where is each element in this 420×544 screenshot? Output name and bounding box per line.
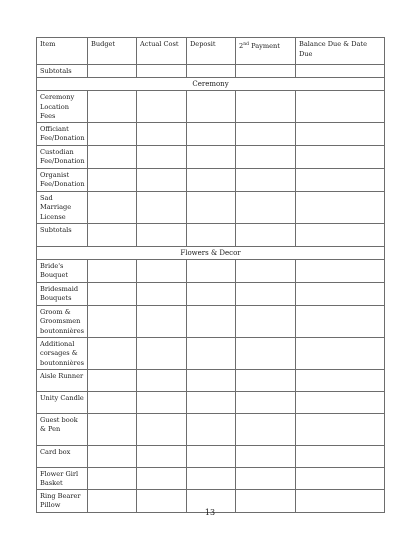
- actual-cost-cell[interactable]: [137, 445, 187, 467]
- balance-due-cell[interactable]: [296, 191, 385, 223]
- budget-cell[interactable]: [88, 305, 137, 337]
- header-actual-cost: Actual Cost: [137, 38, 187, 65]
- balance-due-cell[interactable]: [296, 145, 385, 168]
- item-label: Custodian Fee/Donation: [37, 145, 88, 168]
- second-payment-cell[interactable]: [236, 369, 296, 391]
- item-label: Officiant Fee/Donation: [37, 122, 88, 145]
- table-row: [37, 282, 385, 305]
- deposit-cell[interactable]: [187, 91, 236, 123]
- budget-cell[interactable]: [88, 282, 137, 305]
- deposit-cell[interactable]: [187, 223, 236, 246]
- balance-due-cell[interactable]: [296, 467, 385, 489]
- item-label: Organist Fee/Donation: [37, 168, 88, 191]
- balance-due-cell[interactable]: [296, 65, 385, 78]
- header-second-payment-number: 2: [239, 42, 244, 51]
- budget-cell[interactable]: [88, 445, 137, 467]
- balance-due-cell[interactable]: [296, 223, 385, 246]
- budget-cell[interactable]: [88, 259, 137, 282]
- deposit-cell[interactable]: [187, 145, 236, 168]
- second-payment-cell[interactable]: [236, 122, 296, 145]
- table-row: [37, 168, 385, 191]
- item-label: Card box: [37, 445, 88, 467]
- page-number: 13: [204, 508, 216, 517]
- second-payment-cell[interactable]: [236, 467, 296, 489]
- table-row: [37, 305, 385, 337]
- second-payment-cell[interactable]: [236, 91, 296, 123]
- actual-cost-cell[interactable]: [137, 369, 187, 391]
- wedding-budget-table: [36, 37, 385, 513]
- second-payment-cell[interactable]: [236, 391, 296, 413]
- actual-cost-cell[interactable]: [137, 391, 187, 413]
- balance-due-cell[interactable]: [296, 282, 385, 305]
- deposit-cell[interactable]: [187, 305, 236, 337]
- second-payment-cell[interactable]: [236, 168, 296, 191]
- item-label: Bridesmaid Bouquets: [37, 282, 88, 305]
- deposit-cell[interactable]: [187, 191, 236, 223]
- item-label: Groom & Groomsmen boutonnières: [37, 305, 88, 337]
- header-second-payment: [236, 38, 296, 65]
- section-title: Flowers & Decor: [37, 246, 385, 259]
- budget-cell[interactable]: [88, 413, 137, 445]
- table-row: [37, 65, 385, 78]
- table-row: [37, 467, 385, 489]
- second-payment-cell[interactable]: [236, 65, 296, 78]
- balance-due-cell[interactable]: [296, 337, 385, 369]
- balance-due-cell[interactable]: [296, 91, 385, 123]
- balance-due-cell[interactable]: [296, 168, 385, 191]
- actual-cost-cell[interactable]: [137, 91, 187, 123]
- deposit-cell[interactable]: [187, 282, 236, 305]
- deposit-cell[interactable]: [187, 122, 236, 145]
- balance-due-cell[interactable]: [296, 369, 385, 391]
- second-payment-cell[interactable]: [236, 191, 296, 223]
- item-label: Ring Bearer Pillow: [37, 489, 88, 512]
- table-row: [37, 369, 385, 391]
- header-balance-due: Balance Due & Date Due: [296, 38, 385, 65]
- second-payment-cell[interactable]: [236, 223, 296, 246]
- actual-cost-cell[interactable]: [137, 168, 187, 191]
- deposit-cell[interactable]: [187, 391, 236, 413]
- second-payment-cell[interactable]: [236, 305, 296, 337]
- table-row: [37, 191, 385, 223]
- actual-cost-cell[interactable]: [137, 145, 187, 168]
- deposit-cell[interactable]: [187, 259, 236, 282]
- item-label: Flower Girl Basket: [37, 467, 88, 489]
- budget-cell[interactable]: [88, 145, 137, 168]
- header-budget: Budget: [88, 38, 137, 65]
- deposit-cell[interactable]: [187, 413, 236, 445]
- header-second-payment-label: Payment: [248, 42, 280, 51]
- budget-cell[interactable]: [88, 391, 137, 413]
- actual-cost-cell[interactable]: [137, 223, 187, 246]
- item-label: Ceremony Location Fees: [37, 91, 88, 123]
- balance-due-cell[interactable]: [296, 445, 385, 467]
- deposit-cell[interactable]: [187, 65, 236, 78]
- top-subtotals-label: Subtotals: [37, 65, 88, 78]
- actual-cost-cell[interactable]: [137, 413, 187, 445]
- item-label: Unity Candle: [37, 391, 88, 413]
- balance-due-cell[interactable]: [296, 413, 385, 445]
- deposit-cell[interactable]: [187, 337, 236, 369]
- table-row: [37, 223, 385, 246]
- second-payment-cell[interactable]: [236, 445, 296, 467]
- actual-cost-cell[interactable]: [137, 337, 187, 369]
- table-row: [37, 413, 385, 445]
- budget-cell[interactable]: [88, 91, 137, 123]
- section-title: Ceremony: [37, 78, 385, 91]
- actual-cost-cell[interactable]: [137, 467, 187, 489]
- second-payment-cell[interactable]: [236, 259, 296, 282]
- deposit-cell[interactable]: [187, 369, 236, 391]
- table-row: [37, 391, 385, 413]
- actual-cost-cell[interactable]: [137, 191, 187, 223]
- table-row: [37, 259, 385, 282]
- deposit-cell[interactable]: [187, 467, 236, 489]
- second-payment-cell[interactable]: [236, 145, 296, 168]
- header-second-payment-suffix: nd: [243, 42, 249, 47]
- item-label: Sad Marriage License: [37, 191, 88, 223]
- table-row: [37, 91, 385, 123]
- actual-cost-cell[interactable]: [137, 122, 187, 145]
- actual-cost-cell[interactable]: [137, 65, 187, 78]
- item-label: Additional corsages & boutonnières: [37, 337, 88, 369]
- actual-cost-cell[interactable]: [137, 259, 187, 282]
- table-row: [37, 122, 385, 145]
- item-label: Bride's Bouquet: [37, 259, 88, 282]
- balance-due-cell[interactable]: [296, 259, 385, 282]
- table-row: [37, 145, 385, 168]
- deposit-cell[interactable]: [187, 168, 236, 191]
- budget-cell[interactable]: [88, 191, 137, 223]
- header-item: Item: [37, 38, 88, 65]
- table-row: [37, 445, 385, 467]
- budget-cell[interactable]: [88, 65, 137, 78]
- second-payment-cell[interactable]: [236, 413, 296, 445]
- budget-cell[interactable]: [88, 122, 137, 145]
- second-payment-cell[interactable]: [236, 337, 296, 369]
- item-label: Guest book & Pen: [37, 413, 88, 445]
- actual-cost-cell[interactable]: [137, 305, 187, 337]
- item-label: Subtotals: [37, 223, 88, 246]
- balance-due-cell[interactable]: [296, 122, 385, 145]
- section-header-row: [37, 246, 385, 259]
- second-payment-cell[interactable]: [236, 282, 296, 305]
- actual-cost-cell[interactable]: [137, 282, 187, 305]
- table-row: [37, 337, 385, 369]
- budget-cell[interactable]: [88, 168, 137, 191]
- budget-cell[interactable]: [88, 369, 137, 391]
- item-label: Aisle Runner: [37, 369, 88, 391]
- balance-due-cell[interactable]: [296, 305, 385, 337]
- deposit-cell[interactable]: [187, 445, 236, 467]
- budget-cell[interactable]: [88, 223, 137, 246]
- budget-cell[interactable]: [88, 467, 137, 489]
- header-row: [37, 38, 385, 65]
- section-header-row: [37, 78, 385, 91]
- balance-due-cell[interactable]: [296, 391, 385, 413]
- budget-cell[interactable]: [88, 337, 137, 369]
- header-deposit: Deposit: [187, 38, 236, 65]
